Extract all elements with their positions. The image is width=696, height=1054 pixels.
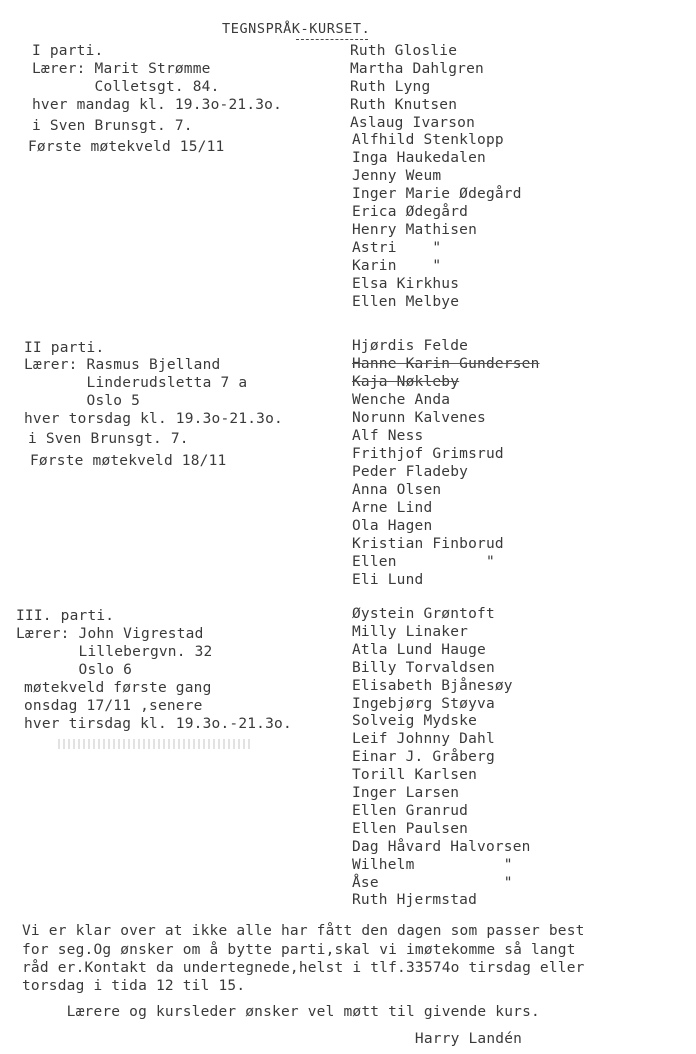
party1-teacher: Lærer: Marit Strømme <box>32 61 211 77</box>
list-item: Ellen Granrud <box>352 803 469 819</box>
list-item: Frithjof Grimsrud <box>352 446 504 462</box>
list-item: Karin " <box>352 258 442 274</box>
party2-heading: II parti. <box>24 340 105 356</box>
party3-schedule: hver tirsdag kl. 19.3o.-21.3o. <box>24 716 292 732</box>
list-item: Åse " <box>352 875 513 891</box>
list-item: Torill Karlsen <box>352 767 478 783</box>
closing-line-3: råd er.Kontakt da undertegnede,helst i tlf.33574o tirsdag eller <box>22 960 585 976</box>
list-item: Inger Marie Ødegård <box>352 186 522 202</box>
document-title: TEGNSPRÅK-KURSET. <box>222 21 371 37</box>
list-item: Eli Lund <box>352 572 424 588</box>
list-item: Kristian Finborud <box>352 536 504 552</box>
list-item: Milly Linaker <box>352 624 469 640</box>
list-item: Anna Olsen <box>352 482 442 498</box>
list-item: Dag Håvard Halvorsen <box>352 839 531 855</box>
list-item: Peder Fladeby <box>352 464 469 480</box>
list-item: Jenny Weum <box>352 168 442 184</box>
list-item: Solveig Mydske <box>352 713 478 729</box>
list-item: Norunn Kalvenes <box>352 410 486 426</box>
list-item: Ola Hagen <box>352 518 433 534</box>
list-item: Atla Lund Hauge <box>352 642 486 658</box>
list-item: Astri " <box>352 240 442 256</box>
list-item: Wenche Anda <box>352 392 451 408</box>
party3-teacher: Lærer: John Vigrestad <box>16 626 204 642</box>
list-item: Ruth Hjermstad <box>352 892 478 908</box>
list-item: Øystein Grøntoft <box>352 606 495 622</box>
party3-first-meeting-date: onsdag 17/11 ,senere <box>24 698 203 714</box>
list-item-struck: Hanne Karin Gundersen <box>352 356 540 372</box>
party2-schedule: hver torsdag kl. 19.3o-21.3o. <box>24 411 283 427</box>
list-item: Inger Larsen <box>352 785 460 801</box>
party3-heading: III. parti. <box>16 608 115 624</box>
list-item: Alfhild Stenklopp <box>352 132 504 148</box>
list-item: Ruth Knutsen <box>350 97 458 113</box>
list-item: Billy Torvaldsen <box>352 660 495 676</box>
closing-line-2: for seg.Og ønsker om å bytte parti,skal vi imøtekomme så langt <box>22 942 576 958</box>
list-item: Ingebjørg Støyva <box>352 696 495 712</box>
list-item: Erica Ødegård <box>352 204 469 220</box>
list-item: Alf Ness <box>352 428 424 444</box>
closing-line-4: torsdag i tida 12 til 15. <box>22 978 246 994</box>
closing-line-1: Vi er klar over at ikke alle har fått den dagen som passer best <box>22 923 585 939</box>
list-item: Ellen Paulsen <box>352 821 469 837</box>
list-item: Aslaug Ivarson <box>350 115 476 131</box>
list-item: Arne Lind <box>352 500 433 516</box>
list-item: Wilhelm " <box>352 857 513 873</box>
party3-city: Oslo 6 <box>16 662 133 678</box>
signature: Harry Landén <box>22 1031 523 1047</box>
party2-teacher: Lærer: Rasmus Bjelland <box>24 357 221 373</box>
faded-text-smudge <box>58 739 253 749</box>
party1-location: i Sven Brunsgt. 7. <box>32 118 193 134</box>
closing-greeting: Lærere og kursleder ønsker vel møtt til givende kurs. <box>22 1004 540 1020</box>
list-item: Ruth Gloslie <box>350 43 458 59</box>
list-item: Inga Haukedalen <box>352 150 486 166</box>
party1-schedule: hver mandag kl. 19.3o-21.3o. <box>32 97 283 113</box>
list-item: Ellen Melbye <box>352 294 460 310</box>
list-item: Martha Dahlgren <box>350 61 484 77</box>
party2-address: Linderudsletta 7 a <box>24 375 248 391</box>
list-item: Elisabeth Bjånesøy <box>352 678 513 694</box>
list-item: Ruth Lyng <box>350 79 431 95</box>
title-underline <box>296 39 368 40</box>
list-item: Ellen " <box>352 554 495 570</box>
party1-address: Colletsgt. 84. <box>32 79 220 95</box>
party3-address: Lillebergvn. 32 <box>16 644 213 660</box>
party1-heading: I parti. <box>32 43 104 59</box>
list-item: Einar J. Gråberg <box>352 749 495 765</box>
list-item: Leif Johnny Dahl <box>352 731 495 747</box>
party2-location: i Sven Brunsgt. 7. <box>28 431 189 447</box>
list-item: Henry Mathisen <box>352 222 478 238</box>
party3-first-meeting-label: møtekveld første gang <box>24 680 212 696</box>
party1-first-meeting: Første møtekveld 15/11 <box>28 139 225 155</box>
party2-first-meeting: Første møtekveld 18/11 <box>30 453 227 469</box>
list-item: Elsa Kirkhus <box>352 276 460 292</box>
party2-city: Oslo 5 <box>24 393 141 409</box>
list-item: Hjørdis Felde <box>352 338 469 354</box>
list-item-struck: Kaja Nøkleby <box>352 374 460 390</box>
